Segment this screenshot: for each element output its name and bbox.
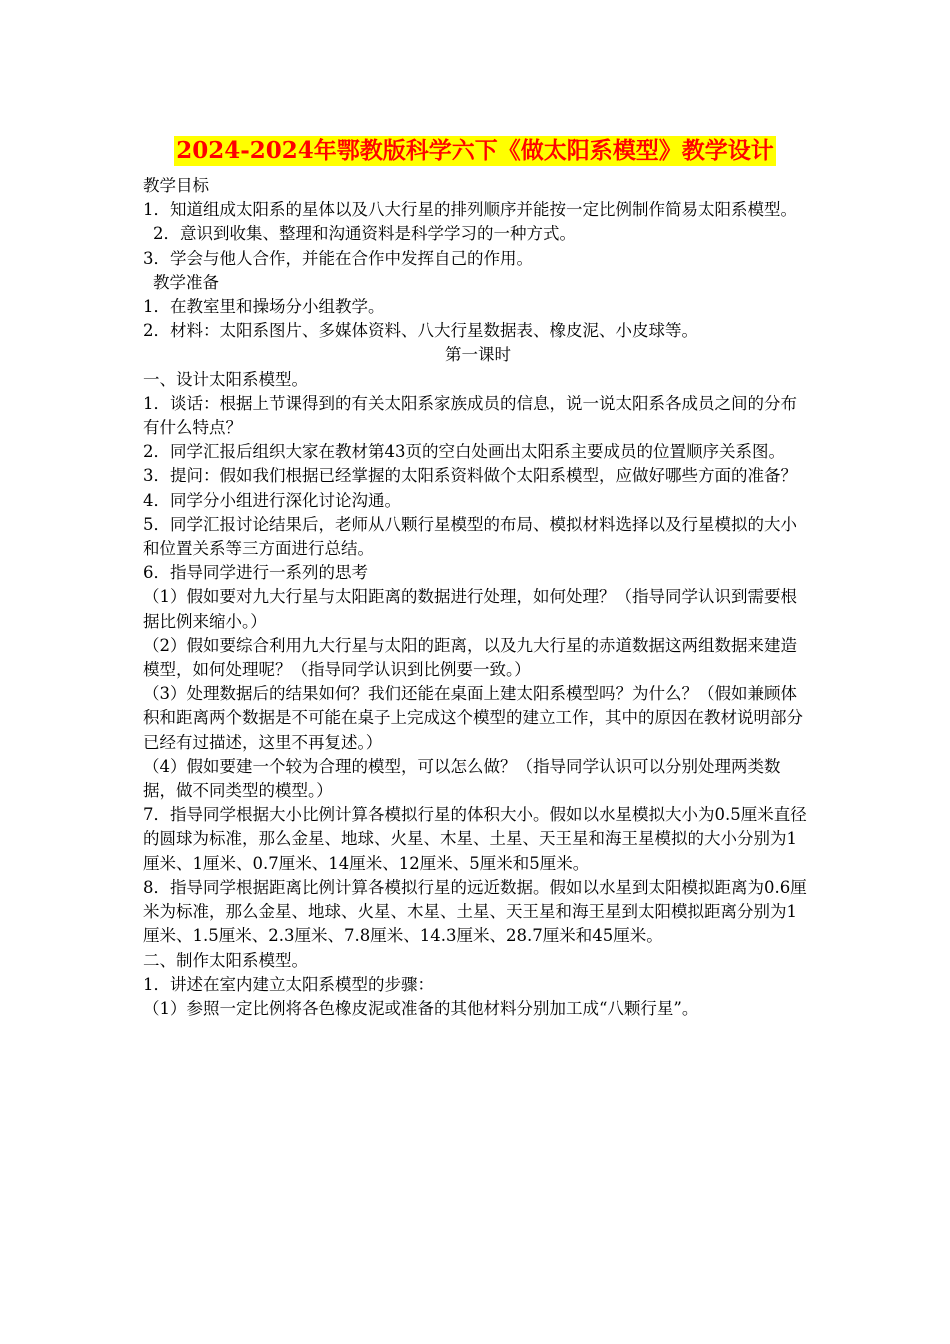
paragraph: （1）参照一定比例将各色橡皮泥或准备的其他材料分别加工成“八颗行星”。 <box>143 998 699 1018</box>
paragraph: 第一课时 <box>445 345 511 365</box>
paragraph: 4．同学分小组进行深化讨论沟通。 <box>143 490 401 510</box>
paragraph: 1．谈话：根据上节课得到的有关太阳系家族成员的信息，说一说太阳系各成员之间的分布有什么特点？ <box>143 393 797 438</box>
paragraph: 2．材料：太阳系图片、多媒体资料、八大行星数据表、橡皮泥、小皮球等。 <box>143 321 698 341</box>
paragraph: 1．知道组成太阳系的星体以及八大行星的排列顺序并能按一定比例制作简易太阳系模型。 <box>143 200 797 220</box>
paragraph: （3）处理数据后的结果如何？我们还能在桌面上建太阳系模型吗？为什么？（假如兼顾体积和距离两个数据是不可能在桌子上完成这个模型的建立工作，其中的原因在教材说明部分已经有过描述，这里不再复述。） <box>143 684 803 752</box>
paragraph: 8．指导同学根据距离比例计算各模拟行星的远近数据。假如以水星到太阳模拟距离为0.6厘米为标准，那么金星、地球、火星、木星、土星、天王星和海王星到太阳模拟距离分别为1厘米、1.5厘米、2.3厘米、7.8厘米、14.3厘米、28.7厘米和45厘米。 <box>143 877 807 946</box>
title-container <box>0 136 950 166</box>
paragraph: 2．意识到收集、整理和沟通资料是科学学习的一种方式。 <box>153 224 576 244</box>
document-body <box>143 174 813 1021</box>
paragraph: 一、设计太阳系模型。 <box>143 369 308 389</box>
paragraph: 7．指导同学根据大小比例计算各模拟行星的体积大小。假如以水星模拟大小为0.5厘米直径的圆球为标准，那么金星、地球、火星、木星、土星、天王星和海王星模拟的大小分别为1厘米、1厘米、0.7厘米、14厘米、12厘米、5厘米和5厘米。 <box>143 805 807 873</box>
paragraph: 教学目标 <box>143 176 209 195</box>
paragraph: （4）假如要建一个较为合理的模型，可以怎么做？（指导同学认识可以分别处理两类数据，做不同类型的模型。） <box>143 756 781 801</box>
paragraph: 1．在教室里和操场分小组教学。 <box>143 297 385 317</box>
paragraph: 5．同学汇报讨论结果后，老师从八颗行星模型的布局、模拟材料选择以及行星模拟的大小和位置关系等三方面进行总结。 <box>143 514 797 559</box>
paragraph: 3．学会与他人合作，并能在合作中发挥自己的作用。 <box>143 248 533 268</box>
paragraph: 2．同学汇报后组织大家在教材第43页的空白处画出太阳系主要成员的位置顺序关系图。 <box>143 442 785 462</box>
paragraph: 6．指导同学进行一系列的思考 <box>143 563 368 583</box>
paragraph: 教学准备 <box>153 272 219 292</box>
paragraph: 1．讲述在室内建立太阳系模型的步骤： <box>143 974 434 994</box>
paragraph: （2）假如要综合利用九大行星与太阳的距离，以及九大行星的赤道数据这两组数据来建造模型，如何处理呢？（指导同学认识到比例要一致。） <box>143 635 797 680</box>
paragraph: （1）假如要对九大行星与太阳距离的数据进行处理，如何处理？（指导同学认识到需要根据比例来缩小。） <box>143 587 797 631</box>
paragraph: 3．提问：假如我们根据已经掌握的太阳系资料做个太阳系模型，应做好哪些方面的准备？ <box>143 466 797 486</box>
document-title: 2024-2024年鄂教版科学六下《做太阳系模型》教学设计 <box>176 137 774 164</box>
paragraph: 二、制作太阳系模型。 <box>143 950 308 970</box>
